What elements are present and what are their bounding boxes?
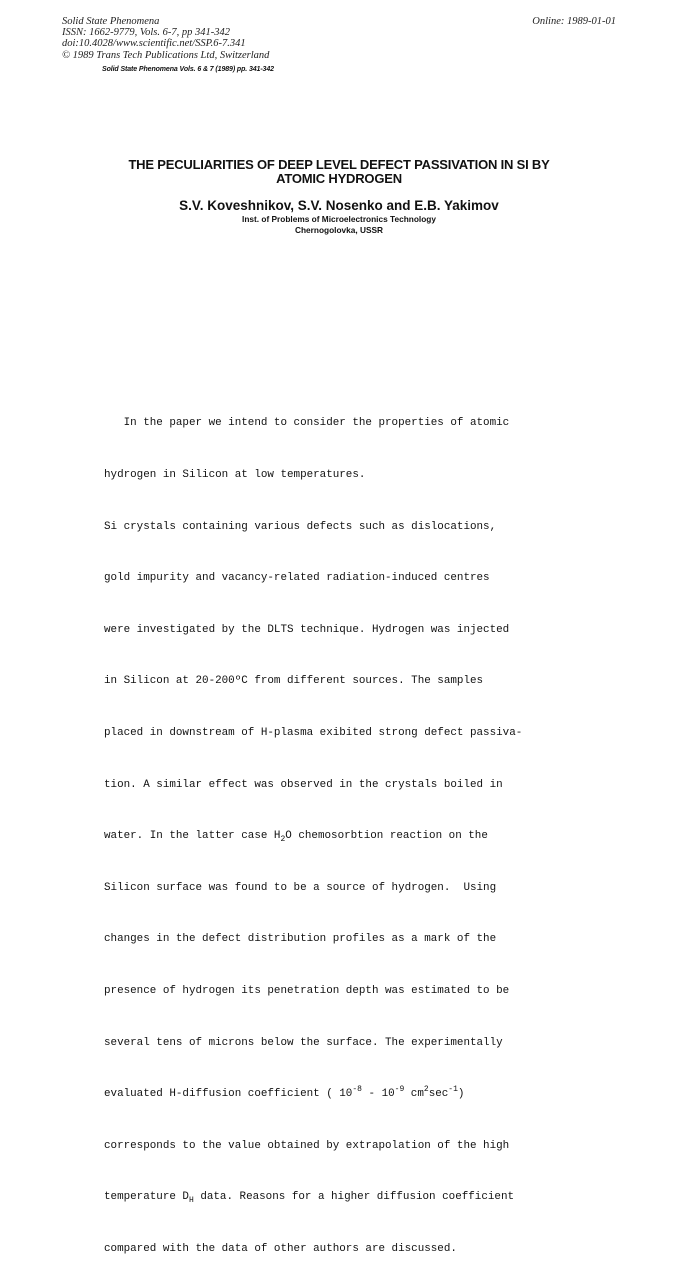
abstract-line: hydrogen in Silicon at low temperatures. (104, 469, 366, 481)
abstract-text: cm (404, 1088, 424, 1101)
online-date: Online: 1989-01-01 (532, 16, 616, 27)
abstract-line (104, 1086, 584, 1103)
abstract (104, 381, 584, 1275)
publication-metadata (62, 16, 269, 61)
abstract-text: water. In the latter case H (104, 830, 281, 843)
abstract-text: sec (428, 1088, 449, 1101)
affiliation-line-1: Inst. of Problems of Microelectronics Technology (242, 214, 436, 224)
abstract-line: were investigated by the DLTS technique. Hydrogen was injected (104, 623, 510, 636)
abstract-line (104, 828, 584, 845)
subscript: H (188, 1196, 194, 1206)
abstract-text: evaluated H-diffusion coefficient ( 10 (104, 1088, 353, 1101)
abstract-text: ) (457, 1088, 465, 1101)
authors: S.V. Koveshnikov, S.V. Nosenko and E.B. Yakimov (179, 198, 499, 213)
superscript: -1 (448, 1085, 458, 1095)
abstract-text: O chemosorbtion reaction on the (285, 830, 488, 843)
running-head: Solid State Phenomena Vols. 6 & 7 (1989) pp. 341-342 (102, 66, 274, 73)
abstract-line: several tens of microns below the surface. The experimentally (104, 1036, 503, 1049)
paper-title (60, 158, 618, 186)
abstract-line (104, 1189, 584, 1206)
abstract-text: temperature D (104, 1191, 189, 1204)
title-line-1: THE PECULIARITIES OF DEEP LEVEL DEFECT PASSIVATION IN SI BY (128, 157, 550, 172)
abstract-line: gold impurity and vacancy-related radiation-induced centres (104, 572, 490, 585)
journal-name: Solid State Phenomena (62, 16, 160, 27)
superscript: -9 (394, 1085, 405, 1095)
superscript: -8 (352, 1085, 362, 1095)
subscript: 2 (280, 835, 286, 845)
abstract-text: data. Reasons for a higher diffusion coefficient (193, 1191, 515, 1204)
abstract-text: - 10 (361, 1088, 395, 1101)
abstract-line: placed in downstream of H-plasma exibited strong defect passiva- (104, 726, 523, 739)
title-line-2: ATOMIC HYDROGEN (276, 171, 402, 186)
abstract-line: presence of hydrogen its penetration depth was estimated to be (104, 984, 510, 997)
doi-line: doi:10.4028/www.scientific.net/SSP.6-7.341 (62, 38, 246, 50)
superscript: 2 (423, 1085, 429, 1095)
abstract-line: Silicon surface was found to be a source of hydrogen. Using (104, 881, 497, 894)
abstract-line: corresponds to the value obtained by extrapolation of the high (104, 1139, 510, 1152)
copyright-line: © 1989 Trans Tech Publications Ltd, Switzerland (62, 49, 270, 61)
affiliation-line-2: Chernogolovka, USSR (294, 225, 384, 235)
abstract-line: in Silicon at 20-200ºC from different sources. The samples (104, 675, 484, 688)
abstract-line: tion. A similar effect was observed in the crystals boiled in (104, 778, 503, 791)
affiliation (100, 214, 578, 236)
abstract-line: changes in the defect distribution profiles as a mark of the (104, 933, 497, 946)
abstract-line: In the paper we intend to consider the properties of atomic (104, 417, 510, 430)
issn-line: ISSN: 1662-9779, Vols. 6-7, pp 341-342 (62, 27, 230, 39)
abstract-line: Si crystals containing various defects such as dislocations, (104, 520, 497, 533)
abstract-line: compared with the data of other authors are discussed. (104, 1242, 457, 1255)
